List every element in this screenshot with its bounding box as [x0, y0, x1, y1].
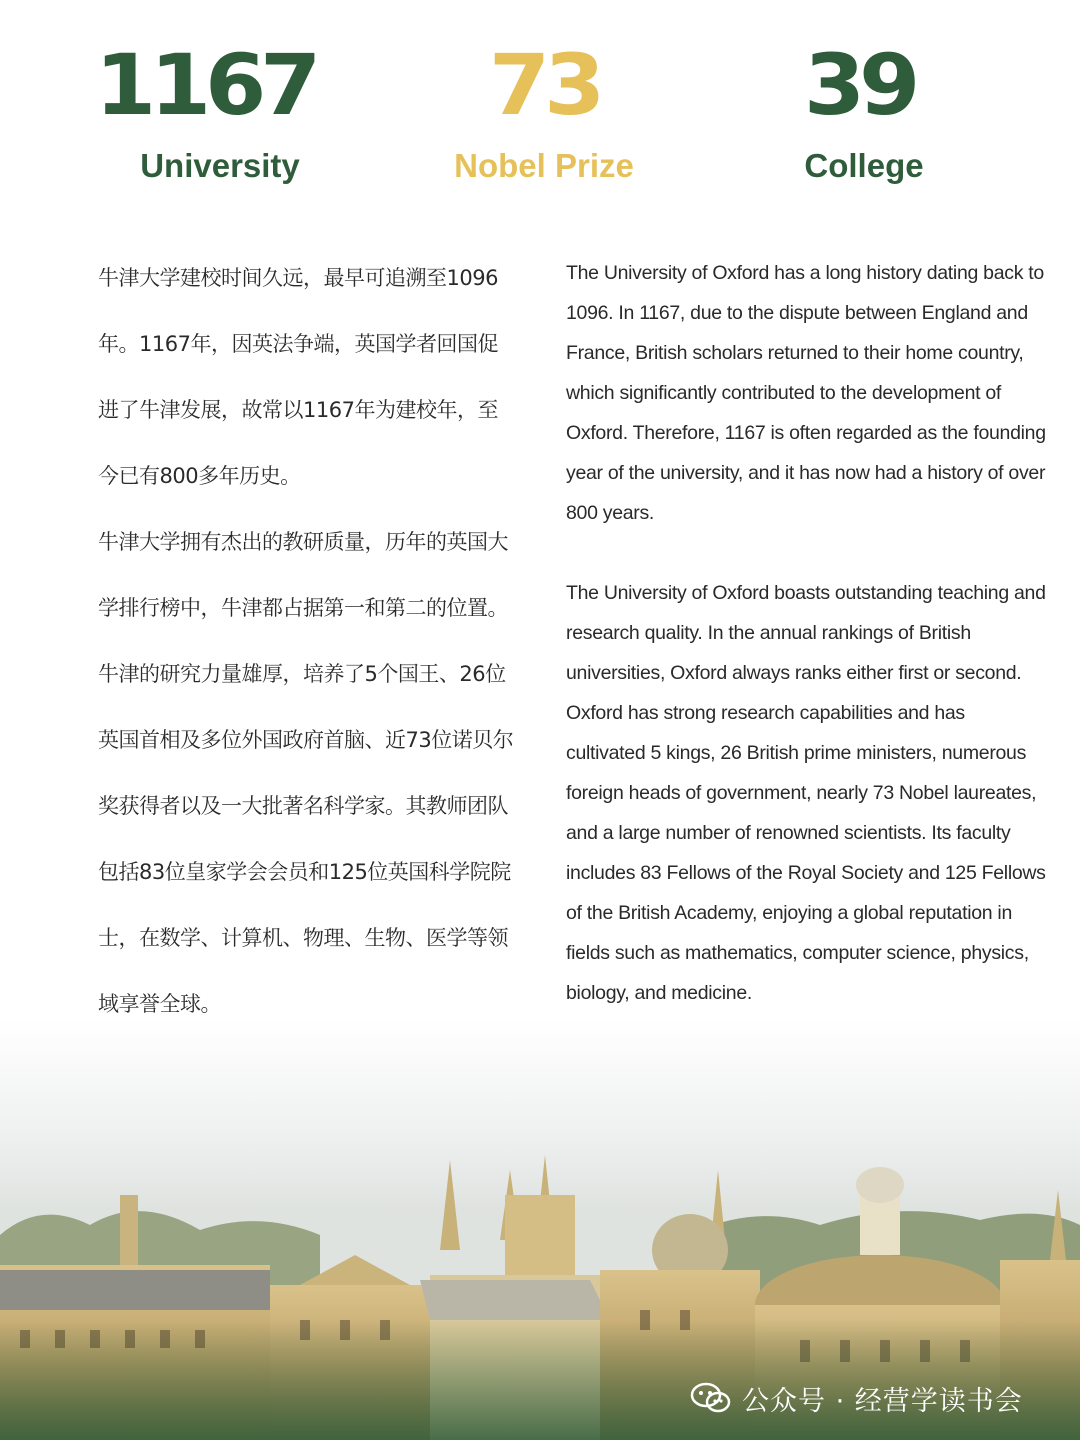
wechat-icon — [690, 1380, 732, 1416]
stat-label: College — [804, 147, 924, 184]
stat-number: 73 — [488, 36, 600, 134]
stat-number: 39 — [803, 36, 915, 134]
stats-row — [0, 36, 1080, 200]
stat-label: University — [140, 147, 300, 184]
chinese-paragraph-history: 牛津大学建校时间久远，最早可追溯至1096年。1167年，因英法争端，英国学者回国促进了牛津发展，故常以1167年为建校年，至今已有800多年历史。 — [98, 266, 498, 488]
stat-college — [714, 36, 1014, 186]
stat-nobel-prize — [394, 36, 694, 186]
english-paragraph-history: The University of Oxford has a long history dating back to 1096. In 1167, due to the dispute between England and France, British scholars returned to their home country, which significantly contributed to the development of Oxford. Therefore, 1167 is often regarded as the founding year of the university, and it has now had a history of over 800 years. — [566, 262, 1046, 524]
stat-number: 1167 — [94, 36, 316, 134]
footer-watermark — [690, 1376, 1070, 1420]
stat-label: Nobel Prize — [454, 147, 634, 184]
chinese-paragraph-quality: 牛津大学拥有杰出的教研质量，历年的英国大学排行榜中，牛津都占据第一和第二的位置。牛津的研究力量雄厚，培养了5个国王、26位英国首相及多位外国政府首脑、近73位诺贝尔奖获得者以及一大批著名科学家。其教师团队包括83位皇家学会会员和125位英国科学院院士，在数学、计算机、物理、生物、医学等领域享誉全球。 — [98, 530, 514, 1016]
stat-university — [70, 36, 370, 186]
footer-text: 公众号 · 经营学读书会 — [742, 1385, 1023, 1417]
english-paragraph-quality: The University of Oxford boasts outstanding teaching and research quality. In the annual rankings of British universities, Oxford always ranks either first or second. Oxford has strong research capabilities and has cultivated 5 kings, 26 British prime ministers, numerous foreign heads of government, nearly 73 Nobel laureates, and a large number of renowned scientists. Its faculty includes 83 Fellows of the Royal Society and 125 Fellows of the British Academy, enjoying a global reputation in fields such as mathematics, computer science, physics, biology, and medicine. — [566, 582, 1046, 1004]
